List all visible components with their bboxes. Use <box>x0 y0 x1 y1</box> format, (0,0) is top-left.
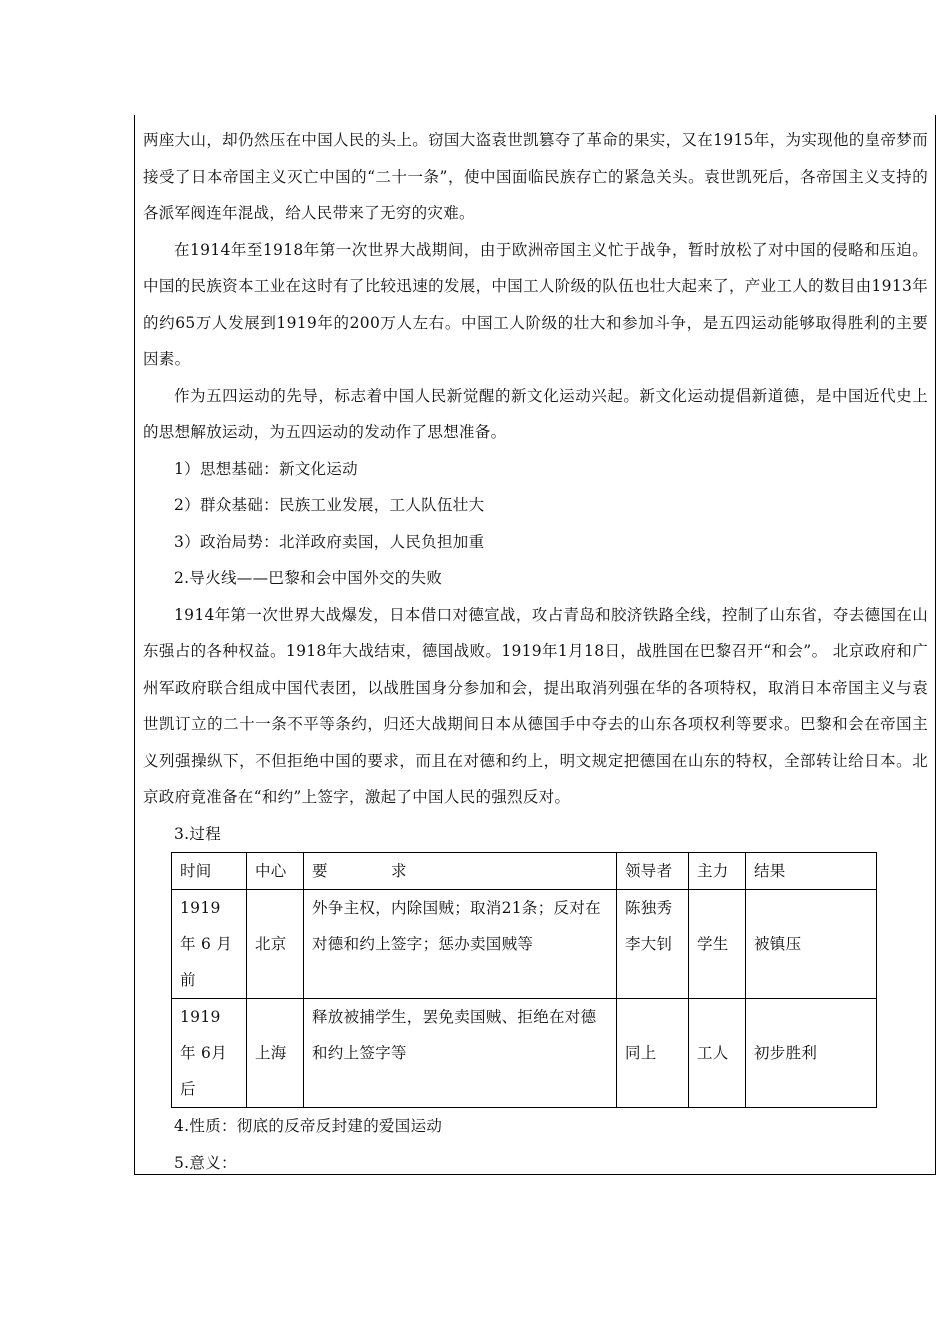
document-body <box>143 122 928 1181</box>
section-heading-process: 3.过程 <box>174 824 221 843</box>
table-row <box>172 890 877 999</box>
cell-leader: 陈独秀 李大钊 <box>617 890 689 999</box>
list-item-political: 3）政治局势：北洋政府卖国，人民负担加重 <box>174 532 485 551</box>
cell-leader: 同上 <box>617 999 689 1108</box>
header-demand: 要 求 <box>304 853 617 890</box>
cell-force: 工人 <box>689 999 746 1108</box>
header-result: 结果 <box>746 853 877 890</box>
paragraph-paris-conference: 1914年第一次世界大战爆发，日本借口对德宣战，攻占青岛和胶济铁路全线，控制了山东省，夺去德国在山东强占的各种权益。1918年大战结束，德国战败。1919年1月18日，战胜国在巴黎召开“和会”。 北京政府和广州军政府联合组成中国代表团，以战胜国身分参加和会，提出取消列强在华的各项特权，取消日本帝国主义与袁世凯订立的二十一条不平等条约，归还大战期间日本从德国手中夺去的山东各项权利等要求。巴黎和会在帝国主义列强操纵下，不但拒绝中国的要求，而且在对德和约上，明文规定把德国在山东的特权，全部转让给日本。北京政府竟准备在“和约”上签字，激起了中国人民的强烈反对。 <box>143 605 928 806</box>
cell-result: 初步胜利 <box>746 999 877 1108</box>
cell-time: 1919 年 6月后 <box>172 999 247 1108</box>
cell-time: 1919 年 6 月前 <box>172 890 247 999</box>
paragraph-new-culture: 作为五四运动的先导，标志着中国人民新觉醒的新文化运动兴起。新文化运动提倡新道德，是中国近代史上的思想解放运动，为五四运动的发动作了思想准备。 <box>143 386 928 441</box>
table-row <box>172 999 877 1108</box>
cell-force: 学生 <box>689 890 746 999</box>
section-heading-nature: 4.性质：彻底的反帝反封建的爱国运动 <box>174 1117 443 1135</box>
cell-center: 北京 <box>247 890 304 999</box>
paragraph-background: 两座大山，却仍然压在中国人民的头上。窃国大盗袁世凯篡夺了革命的果实，又在1915年，为实现他的皇帝梦而接受了日本帝国主义灭亡中国的“二十一条”，使中国面临民族存亡的紧急关头。袁世凯死后，各帝国主义支持的各派军阀连年混战，给人民带来了无穷的灾难。 <box>143 131 928 222</box>
list-item-ideology: 1）思想基础：新文化运动 <box>174 459 358 478</box>
section-heading-significance: 5.意义： <box>174 1153 237 1172</box>
header-force: 主力 <box>689 853 746 890</box>
header-time: 时间 <box>172 853 247 890</box>
cell-center: 上海 <box>247 999 304 1108</box>
header-center: 中心 <box>247 853 304 890</box>
list-item-mass-basis: 2）群众基础：民族工业发展，工人队伍壮大 <box>174 496 485 514</box>
header-leader: 领导者 <box>617 853 689 890</box>
cell-demand: 释放被捕学生，罢免卖国贼、拒绝在对德和约上签字等 <box>304 999 617 1108</box>
table-header-row <box>172 853 877 890</box>
paragraph-wwi-industry: 在1914年至1918年第一次世界大战期间，由于欧洲帝国主义忙于战争，暂时放松了对中国的侵略和压迫。中国的民族资本工业在这时有了比较迅速的发展，中国工人阶级的队伍也壮大起来了，产业工人的数目由1913年的约65万人发展到1919年的200万人左右。中国工人阶级的壮大和参加斗争，是五四运动能够取得胜利的主要因素。 <box>143 240 928 368</box>
process-table <box>171 852 877 1108</box>
section-heading-trigger: 2.导火线——巴黎和会中国外交的失败 <box>174 569 443 587</box>
cell-demand: 外争主权，内除国贼；取消21条；反对在对德和约上签字；惩办卖国贼等 <box>304 890 617 999</box>
cell-result: 被镇压 <box>746 890 877 999</box>
